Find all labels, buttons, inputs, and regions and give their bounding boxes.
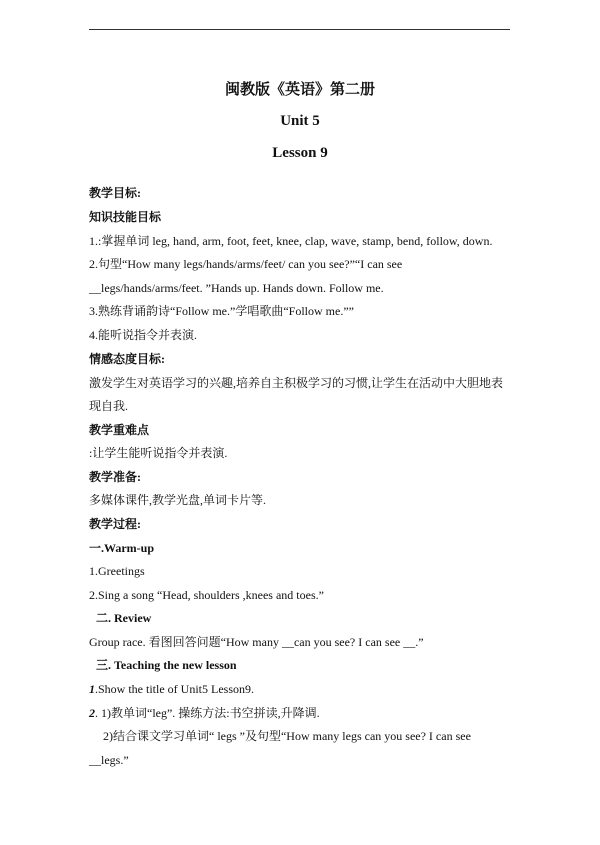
document-title: 闽教版《英语》第二册: [224, 82, 375, 98]
paragraph-attitude: 激发学生对英语学习的兴趣,培养自主积极学习的习惯,让学生在活动中大胆地表: [89, 376, 504, 390]
paragraph-teach-legs-cont: __legs.”: [89, 753, 129, 767]
paragraph-group-race: Group race. 看图回答问题“How many __can you see? I can see __.”: [89, 635, 424, 649]
header-rule: [89, 29, 510, 30]
lesson-heading: Lesson 9: [272, 145, 328, 161]
unit-heading: Unit 5: [280, 113, 320, 129]
paragraph-teach-word: [89, 705, 320, 721]
paragraph-greetings: 1.Greetings: [89, 564, 145, 578]
paragraph-teach-legs: 2)结合课文学习单词“ legs ”及句型“How many legs can you see? I can see: [103, 729, 471, 743]
paragraph-preparation: 多媒体课件,教学光盘,单词卡片等.: [89, 493, 267, 507]
paragraph-vocabulary: 1.:掌握单词 leg, hand, arm, foot, feet, knee, clap, wave, stamp, bend, follow, down.: [89, 234, 493, 248]
paragraph-instructions: 4.能听说指令并表演.: [89, 328, 198, 342]
subheading-knowledge-skills: 知识技能目标: [89, 210, 162, 224]
step-teaching: 三. Teaching the new lesson: [96, 658, 237, 672]
subheading-attitude: 情感态度目标:: [89, 352, 165, 366]
item-number: 2: [89, 706, 95, 720]
section-heading-process: 教学过程:: [89, 517, 141, 531]
paragraph-attitude-cont: 现自我.: [89, 399, 129, 413]
paragraph-sentence-patterns: 2.句型“How many legs/hands/arms/feet/ can you see?”“I can see: [89, 257, 403, 271]
item-text: . 1)教单词“leg”. 操练方法:书空拼读,升降调.: [95, 706, 320, 720]
paragraph-song: 2.Sing a song “Head, shoulders ,knees and toes.”: [89, 588, 324, 602]
section-heading-key-points: 教学重难点: [89, 423, 150, 437]
section-heading-preparation: 教学准备:: [89, 470, 141, 484]
step-warm-up: 一.Warm-up: [89, 541, 155, 555]
item-text: .Show the title of Unit5 Lesson9.: [95, 682, 254, 696]
item-number: 1: [89, 682, 95, 696]
paragraph-show-title: [89, 681, 254, 697]
paragraph-key-points: :让学生能听说指令并表演.: [89, 446, 228, 460]
step-review: 二. Review: [96, 611, 152, 625]
section-heading-objectives: 教学目标:: [89, 186, 141, 200]
paragraph-rhyme: 3.熟练背诵韵诗“Follow me.”学唱歌曲“Follow me.””: [89, 304, 354, 318]
paragraph-sentence-patterns-cont: __legs/hands/arms/feet. ”Hands up. Hands down. Follow me.: [89, 281, 384, 295]
